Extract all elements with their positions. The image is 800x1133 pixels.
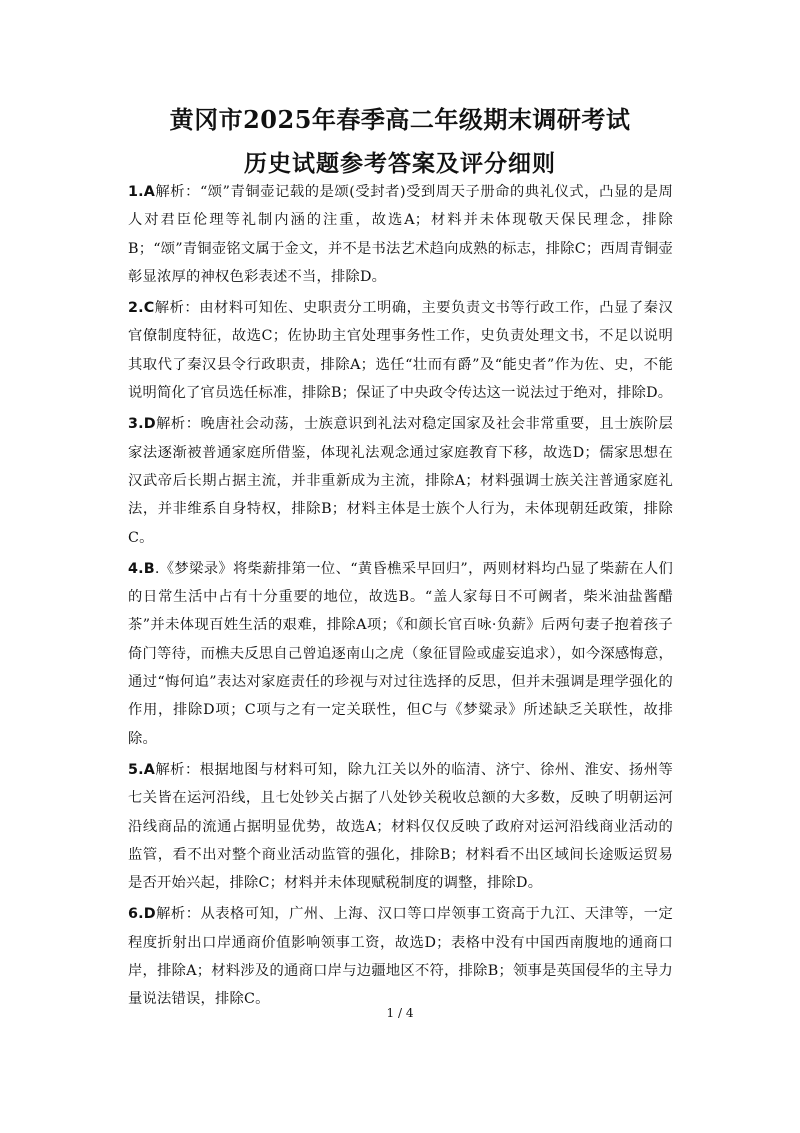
answer-text: .《梦梁录》将柴薪排第一位、“黄昏樵采早回归”，两则材料均凸显了柴薪在人们的日常生活中占有十分重要的地位，故选B。“盖人家每日不可阙者，柴米油盐酱醋茶”并未体现百姓生活的艰难，排除A项；《和颜长官百咏·负薪》后两句妻子抱着孩子倚门等待，而樵夫反思自己曾追逐南山之虎（象征冒险或虚妄追求），如今深感悔意，通过“悔何追”表达对家庭责任的珍视与对过往选择的反思，但并未强调是理学强化的作用，排除D项；C项与之有一定关联性，但C与《梦粱录》所述缺乏关联性，故排除。 [128,560,673,747]
answer-text: 解析：从表格可知，广州、上海、汉口等口岸领事工资高于九江、天津等，一定程度折射出口岸通商价值影响领事工资，故选D；表格中没有中国西南腹地的通商口岸，排除A；材料涉及的通商口岸与边疆地区不符，排除B；领事是英国侵华的主导力量说法错误，排除C。 [128,906,673,1008]
answer-item-1 [128,178,673,291]
answer-number: 2.C [128,300,155,317]
answer-text: 解析：根据地图与材料可知，除九江关以外的临清、济宁、徐州、淮安、扬州等七关皆在运河沿线，且七处钞关占据了八处钞关税收总额的大多数，反映了明朝运河沿线商品的流通占据明显优势，故选A；材料仅仅反映了政府对运河沿线商业活动的监管，看不出对整个商业活动监管的强化，排除B；材料看不出区域间长途贩运贸易是否开始兴起，排除C；材料并未体现赋税制度的调整，排除D。 [128,761,673,892]
answer-item-5 [128,756,673,897]
document-title: 黄冈市2025年春季高二年级期末调研考试 [169,105,631,134]
answer-number: 3.D [128,416,156,433]
answer-item-6 [128,900,673,1013]
answer-number: 6.D [128,906,156,923]
answer-text: 解析：晚唐社会动荡，士族意识到礼法对稳定国家及社会非常重要，且士族阶层家法逐渐被普通家庭所借鉴，体现礼法观念通过家庭教育下移，故选D；儒家思想在汉武帝后长期占据主流，并非重新成为主流，排除A；材料强调士族关注普通家庭礼法，并非维系自身特权，排除B；材料主体是士族个人行为，未体现朝廷政策，排除C。 [128,416,673,546]
answer-number: 1.A [128,184,156,200]
answer-number: 5.A [128,761,156,778]
answer-item-3 [128,410,673,551]
answer-number: 4.B [128,560,155,577]
answer-list [128,178,673,1017]
answer-text: 解析：由材料可知佐、史职责分工明确，主要负责文书等行政工作，凸显了秦汉官僚制度特征，故选C；佐协助主官处理事务性工作，史负责处理文书，不足以说明其取代了秦汉县令行政职责，排除A；选任“壮而有爵”及“能史者”作为佐、史，不能说明简化了官员选任标准，排除B；保证了中央政令传达这一说法过于绝对，排除D。 [128,300,673,402]
answer-text: 解析：“颂”青铜壶记载的是颂(受封者)受到周天子册命的典礼仪式，凸显的是周人对君臣伦理等礼制内涵的注重，故选A；材料并未体现敬天保民理念，排除B；“颂”青铜壶铭文属于金文，并不是书法艺术趋向成熟的标志，排除C；西周青铜壶彰显浓厚的神权色彩表述不当，排除D。 [128,184,673,285]
answer-item-4 [128,555,673,753]
document-subtitle: 历史试题参考答案及评分细则 [244,150,556,177]
answer-item-2 [128,294,673,407]
page-number: 1 / 4 [386,1006,414,1020]
